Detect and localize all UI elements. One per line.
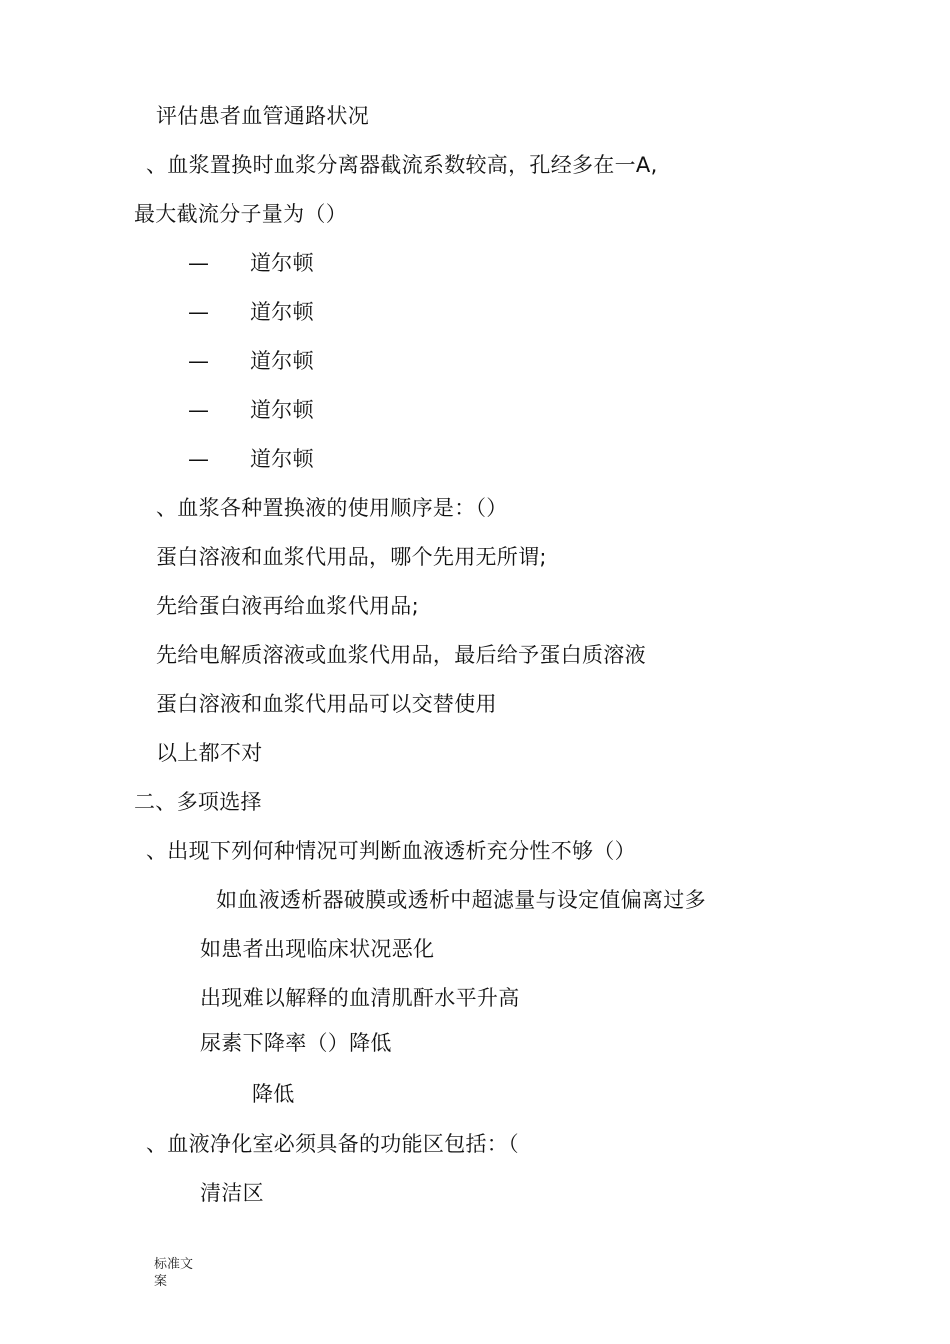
footer-label: 标准文案 bbox=[154, 1257, 194, 1289]
option-line: 道尔顿 bbox=[250, 251, 314, 275]
option-line: 道尔顿 bbox=[250, 398, 314, 422]
option-line: 先给电解质溶液或血浆代用品，最后给予蛋白质溶液 bbox=[156, 643, 646, 667]
dash-mark: — bbox=[188, 398, 209, 422]
option-line: 道尔顿 bbox=[250, 447, 314, 471]
option-line: 以上都不对 bbox=[156, 741, 263, 765]
option-line: 先给蛋白液再给血浆代用品; bbox=[156, 594, 419, 618]
question-line: 、血液净化室必须具备的功能区包括：（ bbox=[146, 1132, 519, 1156]
option-line: 蛋白溶液和血浆代用品可以交替使用 bbox=[156, 692, 497, 716]
option-line: 道尔顿 bbox=[250, 349, 314, 373]
option-line: 出现难以解释的血清肌酐水平升高 bbox=[200, 986, 520, 1010]
dash-mark: — bbox=[188, 349, 209, 373]
dash-mark: — bbox=[188, 447, 209, 471]
option-line: 尿素下降率（）降低 bbox=[200, 1031, 392, 1055]
dash-mark: — bbox=[188, 300, 209, 324]
question-line: 、血浆各种置换液的使用顺序是：（） bbox=[156, 496, 508, 520]
option-line: 降低 bbox=[252, 1082, 295, 1106]
question-line: 、血浆置换时血浆分离器截流系数较高，孔经多在一A, bbox=[146, 153, 658, 177]
dash-mark: — bbox=[188, 251, 209, 275]
section-heading: 二、多项选择 bbox=[134, 790, 262, 814]
question-line: 、出现下列何种情况可判断血液透析充分性不够（） bbox=[146, 839, 636, 863]
text-line: 评估患者血管通路状况 bbox=[156, 104, 369, 128]
text-line: 最大截流分子量为（） bbox=[134, 202, 347, 226]
option-line: 蛋白溶液和血浆代用品，哪个先用无所谓; bbox=[156, 545, 547, 569]
option-line: 如血液透析器破膜或透析中超滤量与设定值偏离过多 bbox=[216, 888, 706, 912]
option-line: 如患者出现临床状况恶化 bbox=[200, 937, 435, 961]
option-line: 道尔顿 bbox=[250, 300, 314, 324]
option-line: 清洁区 bbox=[200, 1181, 264, 1205]
